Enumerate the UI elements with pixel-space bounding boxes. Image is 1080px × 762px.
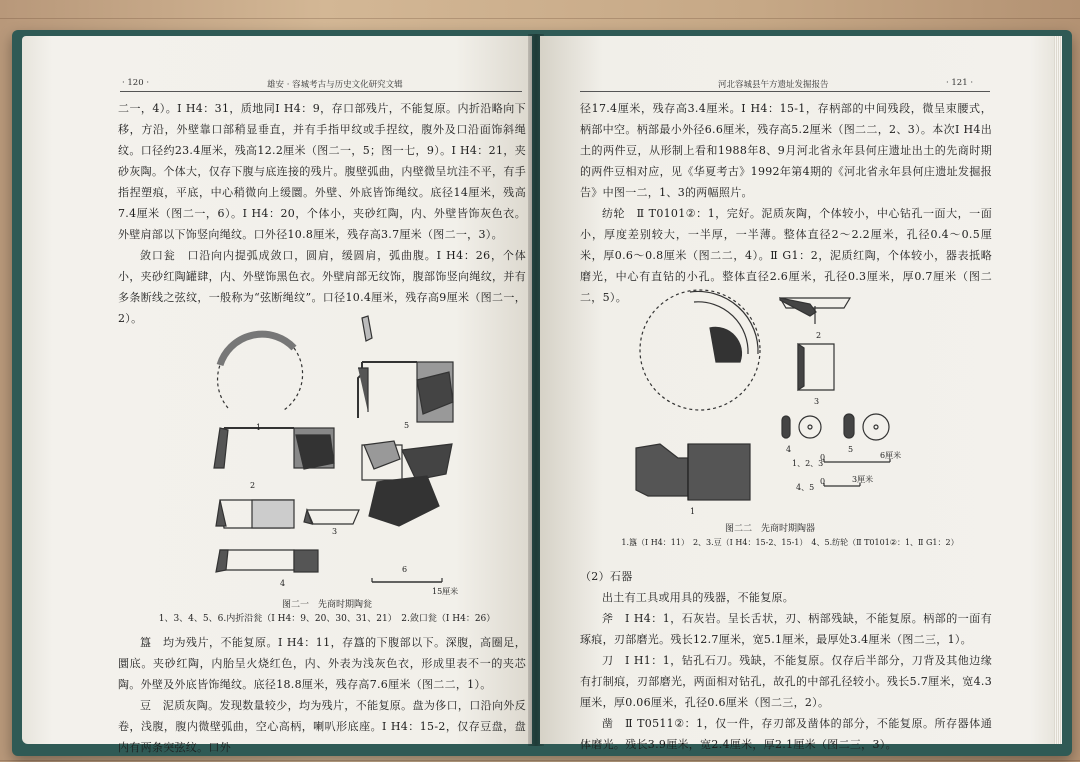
fig-label: 6 — [402, 565, 408, 574]
right-text-bottom — [580, 566, 992, 755]
figure-22-caption: 1.簋（Ⅰ H4：11） 2、3.豆（Ⅰ H4：15-2、15-1） 4、5.纺轮（Ⅱ T0101②：1、Ⅱ G1：2） — [621, 538, 959, 547]
paragraph: 径17.4厘米，残存高3.4厘米。Ⅰ H4：15-1，存柄部的中间残段，微呈束腰式，柄部中空。柄部最小外径6.6厘米，残存高5.2厘米（图二二，2、3）。本次Ⅰ H4出土的两件豆，从形制上看和1988年8、9月河北省永年县何庄遗址出土的先商时期的两件豆相对应，见《华夏考古》1992年第4期的《河北省永年县何庄遗址发掘报告》中图一二，1、3的两幅照片。 — [580, 102, 992, 199]
scale-bar-label: 15厘米 — [432, 587, 459, 596]
figure-21-drawing — [192, 310, 492, 600]
left-text-top — [118, 98, 526, 329]
fig-label: 4 — [280, 579, 286, 588]
fig-label: 5 — [848, 445, 854, 454]
paragraph: 出土有工具或用具的残器，不能复原。 — [602, 591, 795, 604]
left-page — [22, 36, 532, 754]
scale-zero: 0 — [820, 453, 826, 462]
fig-label: 3 — [814, 397, 820, 406]
fig-label: 2 — [816, 331, 822, 340]
scale-unit: 3厘米 — [852, 475, 874, 484]
scale-label: 4、5 — [796, 483, 815, 492]
paragraph: 刀 Ⅰ H1：1，钻孔石刀。残缺，不能复原。仅存后半部分，刀背及其他边缘有打制痕，刃部磨光，两面相对钻孔，故孔的中部孔径较小。残长5.7厘米，宽4.3厘米，厚0.06厘米，孔径0.6厘米（图二三，2）。 — [580, 654, 992, 709]
fig-label: 1 — [690, 507, 696, 516]
right-page — [540, 36, 1062, 751]
scale-zero: 0 — [820, 477, 826, 486]
figure-21-title: 图二一 先商时期陶瓮 — [281, 600, 372, 610]
section-heading: （2）石器 — [580, 570, 633, 583]
right-header-rule — [580, 91, 990, 92]
paragraph: 二一，4）。Ⅰ H4：31，质地同Ⅰ H4：9，存口部残片，不能复原。内折沿略向下移，方沿，外壁靠口部稍显垂直，并有手指甲纹或手捏纹，腹外及口沿面饰斜绳纹。口径约23.4厘米，残高12.2厘米（图二一，5；图一七，9）。Ⅰ H4：21，夹砂灰陶。个体大，仅存下腹与底连接的残片。腹壁弧曲，内壁微呈坑洼不平，有手指捏塑痕，平底，中心稍微向上缓圜。外壁、外底皆饰绳纹。底径14厘米，残高7.4厘米（图二一，6）。Ⅰ H4：20，个体小，夹砂红陶，内、外壁皆饰灰色衣。外壁肩部以下饰竖向绳纹。口外径10.8厘米，残存高3.7厘米（图二一，3）。 — [118, 102, 526, 241]
paragraph: 纺轮 Ⅱ T0101②：1，完好。泥质灰陶，个体较小，中心钻孔一面大，一面小，厚度差别较大，一半厚，一半薄。整体直径2～2.2厘米，孔径0.4～0.5厘米，厚0.6～0.8厘米（图二二，4）。Ⅱ G1：2，泥质红陶，个体较小，器表抵略磨光，中心有直钻的小孔。整体直径2.6厘米，孔径0.3厘米，厚0.7厘米（图二二，5）。 — [580, 207, 992, 304]
fig-label: 1 — [256, 423, 262, 432]
right-text-top — [580, 98, 992, 308]
figure-22-drawing — [630, 288, 930, 520]
paragraph: 凿 Ⅱ T0511②：1，仅一件，存刃部及凿体的部分，不能复原。所存器体通体磨光。残长3.9厘米，宽2.4厘米，厚2.1厘米（图二三，3）。 — [580, 717, 992, 751]
fig-label: 3 — [332, 527, 338, 536]
paragraph: 簋 均为残片，不能复原。Ⅰ H4：11，存簋的下腹部以下。深腹，高圈足，圜底。夹砂红陶，内胎呈火烧红色，内、外表为浅灰色衣，形成里表不一的夹芯陶。外壁及外底皆饰绳纹。底径18.8厘米，残存高7.6厘米（图二二，1）。 — [118, 636, 526, 691]
left-header-rule — [120, 91, 522, 92]
paragraph: 豆 泥质灰陶。发现数量较少，均为残片，不能复原。盘为侈口，口沿向外反卷，浅腹，腹内微壁弧曲，空心高柄，喇叭形底座。Ⅰ H4：15-2，仅存豆盘，盘内有两条突弦纹。口外 — [118, 699, 526, 754]
paragraph: 斧 Ⅰ H4：1，石灰岩。呈长舌状，刃、柄部残缺，不能复原。柄部的一面有琢痕，刃部磨光。残长12.7厘米，宽5.1厘米，最厚处3.4厘米（图二三，1）。 — [580, 612, 992, 646]
right-page-number: · 121 · — [946, 78, 974, 88]
left-running-head: 雄安 · 容城考古与历史文化研究文辑 — [267, 80, 403, 90]
fig-label: 2 — [250, 481, 256, 490]
page-edges — [1054, 36, 1062, 744]
right-running-head: 河北容城县午方遗址发掘报告 — [718, 80, 829, 90]
figure-22-title: 图二二 先商时期陶器 — [724, 524, 815, 534]
left-text-bottom — [118, 632, 526, 758]
scale-unit: 6厘米 — [880, 451, 902, 460]
fig-label: 4 — [786, 445, 792, 454]
figure-21-caption: 1、3、4、5、6.内折沿瓮（Ⅰ H4：9、20、30、31、21） 2.敛口瓮（Ⅰ H4：26） — [158, 614, 496, 624]
scale-label: 1、2、3 — [792, 459, 824, 468]
left-page-number: · 120 · — [122, 78, 150, 88]
paragraph: 敛口瓮 口沿向内提弧成敛口，圆肩，缓圆肩，弧曲腹。Ⅰ H4：26，个体小，夹砂红陶罐肆，内、外壁饰黑色衣。外壁肩部无纹饰，腹部饰竖向绳纹，并有多条断线之弦纹，一般称为“弦断绳纹”。口径10.4厘米，残存高9厘米（图二一，2）。 — [118, 249, 526, 325]
fig-label: 5 — [404, 421, 410, 430]
